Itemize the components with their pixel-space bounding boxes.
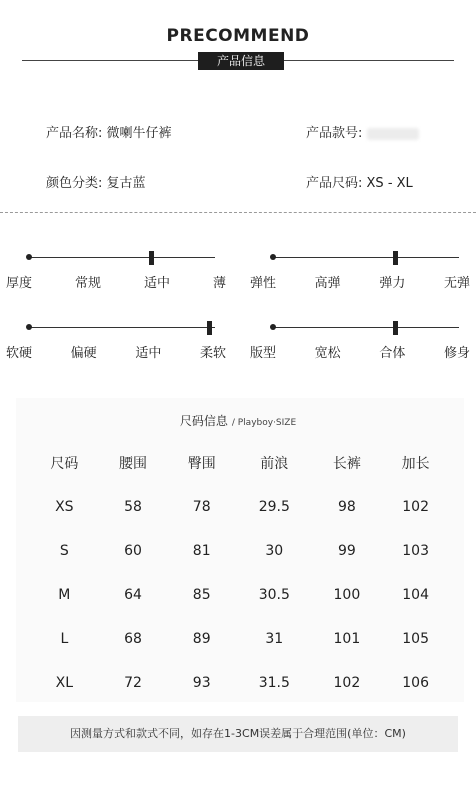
slider-track — [28, 327, 215, 328]
table-cell: 31.5 — [258, 675, 290, 691]
table-cell: 103 — [402, 543, 429, 559]
size-subtitle: / Playboy·SIZE — [231, 418, 297, 428]
product-name-row — [46, 122, 172, 141]
table-row — [30, 573, 450, 617]
table-cell: 100 — [333, 587, 361, 603]
measurement-note: 因测量方式和款式不同，如存在1-3CM误差属于合理范围(单位：CM) — [18, 716, 458, 752]
table-cell: M — [58, 587, 71, 603]
table-row — [30, 617, 450, 661]
table-cell: 58 — [124, 499, 142, 515]
table-header-cell: 臀围 — [187, 456, 216, 472]
table-header-cell: 尺码 — [50, 456, 79, 472]
slider-label: 弹性 — [250, 276, 277, 291]
table-cell: 101 — [333, 631, 361, 647]
table-header-cell: 前浪 — [260, 456, 289, 472]
table-cell: XL — [55, 675, 74, 691]
brand-title: PRECOMMEND — [166, 26, 310, 46]
table-row — [30, 529, 450, 573]
slider-label: 弹力 — [379, 276, 406, 291]
slider-track — [272, 257, 459, 258]
table-cell: 64 — [124, 587, 142, 603]
section-divider — [0, 212, 476, 213]
slider-label: 高弹 — [314, 276, 341, 291]
table-cell: 85 — [192, 587, 211, 603]
size-table-title — [0, 412, 476, 429]
table-cell: 102 — [333, 675, 361, 691]
slider-label: 宽松 — [314, 346, 341, 361]
product-code-row — [306, 122, 419, 141]
table-header-cell: 加长 — [401, 456, 430, 472]
table-cell: XS — [55, 499, 74, 515]
size-range-value: XS - XL — [366, 176, 413, 191]
slider-label: 偏硬 — [70, 346, 97, 361]
section-tag: 产品信息 — [198, 52, 284, 70]
slider-label: 无弹 — [443, 276, 470, 291]
product-name-value: 微喇牛仔裤 — [106, 126, 172, 141]
size-title-text: 尺码信息 — [179, 414, 228, 428]
color-row — [46, 172, 146, 191]
slider-label: 厚度 — [6, 276, 33, 291]
slider-start-dot — [270, 254, 276, 260]
table-cell: 93 — [192, 675, 211, 691]
slider-label: 薄 — [212, 276, 226, 291]
table-cell: 31 — [265, 631, 284, 647]
slider-label: 常规 — [74, 276, 101, 291]
table-cell: 68 — [124, 631, 142, 647]
table-row — [30, 661, 450, 705]
table-cell: 72 — [124, 675, 142, 691]
table-cell: 102 — [402, 499, 429, 515]
size-range-label: 产品尺码: — [306, 176, 363, 191]
slider-track — [28, 257, 215, 258]
table-cell: 78 — [192, 499, 211, 515]
slider-label: 版型 — [250, 346, 277, 361]
table-cell: L — [60, 631, 69, 647]
slider-marker — [393, 321, 398, 335]
color-label: 颜色分类: — [46, 176, 103, 191]
table-cell: 29.5 — [258, 499, 290, 515]
table-header-cell: 长裤 — [332, 456, 361, 472]
slider-label: 合体 — [379, 346, 406, 361]
table-cell: S — [59, 543, 69, 559]
product-code-label: 产品款号: — [306, 126, 363, 141]
table-row — [30, 485, 450, 529]
slider-start-dot — [26, 254, 32, 260]
elasticity-slider — [250, 230, 470, 291]
size-table — [30, 441, 450, 705]
fit-slider — [250, 300, 470, 361]
table-header-cell: 腰围 — [119, 456, 148, 472]
slider-track — [272, 327, 459, 328]
table-cell: 60 — [124, 543, 142, 559]
slider-marker — [207, 321, 212, 335]
slider-label: 软硬 — [6, 346, 33, 361]
thickness-slider — [6, 230, 226, 291]
softness-slider — [6, 300, 226, 361]
table-cell: 30.5 — [258, 587, 290, 603]
slider-start-dot — [26, 324, 32, 330]
table-cell: 81 — [192, 543, 211, 559]
slider-marker — [393, 251, 398, 265]
table-cell: 99 — [337, 543, 356, 559]
slider-label: 适中 — [143, 276, 170, 291]
table-cell: 89 — [192, 631, 211, 647]
slider-label: 柔软 — [199, 346, 226, 361]
table-header-row — [30, 441, 450, 485]
slider-label: 修身 — [443, 346, 470, 361]
table-cell: 105 — [402, 631, 429, 647]
product-name-label: 产品名称: — [46, 126, 103, 141]
product-code-blurred — [367, 128, 419, 140]
slider-marker — [149, 251, 154, 265]
slider-label: 适中 — [135, 346, 162, 361]
table-cell: 106 — [402, 675, 429, 691]
color-value: 复古蓝 — [106, 176, 146, 191]
slider-start-dot — [270, 324, 276, 330]
table-cell: 30 — [265, 543, 284, 559]
table-cell: 98 — [337, 499, 356, 515]
table-cell: 104 — [402, 587, 429, 603]
size-range-row — [306, 172, 413, 191]
